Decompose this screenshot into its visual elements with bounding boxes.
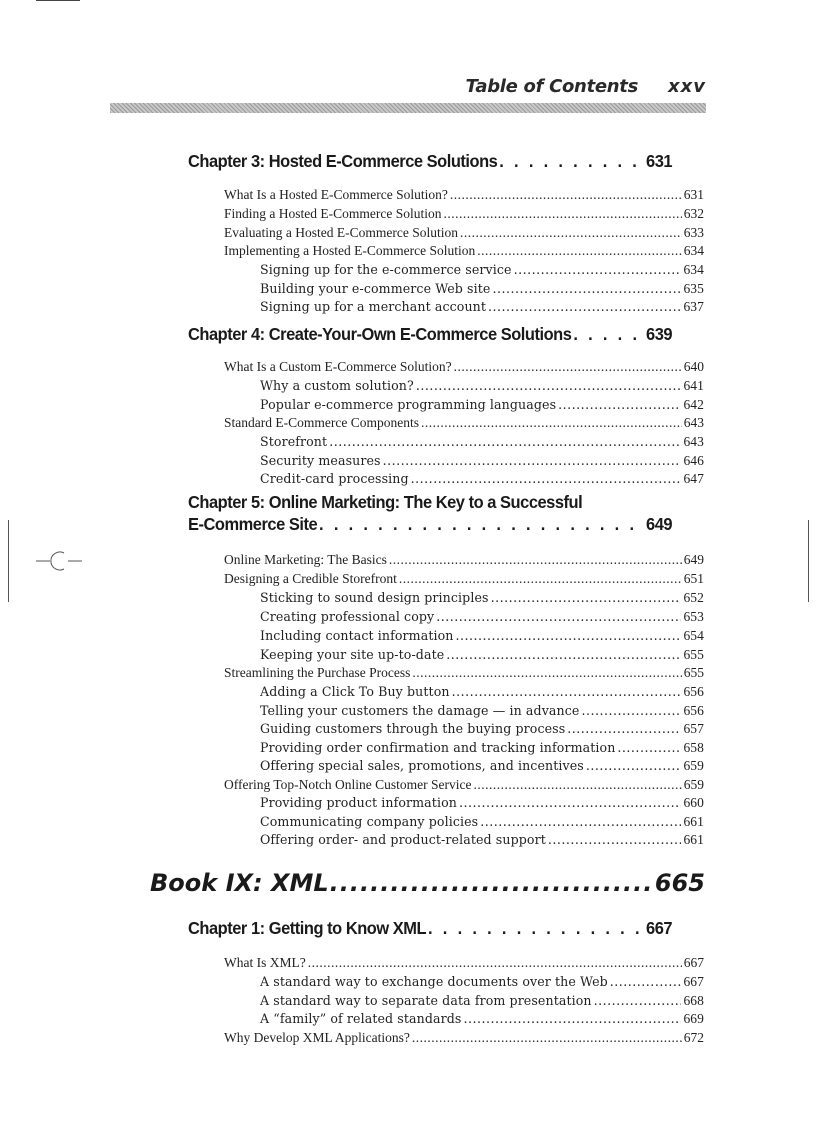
entry-title: Standard E-Commerce Components — [224, 415, 419, 430]
dot-leader — [463, 1010, 681, 1028]
dot-leader — [460, 224, 682, 242]
chapter-heading[interactable] — [188, 150, 672, 172]
entry-page-number: 633 — [683, 225, 704, 240]
entry-page-number: 632 — [683, 206, 704, 221]
toc-subsection-entry[interactable] — [260, 813, 704, 831]
toc-subsection-entry[interactable] — [260, 992, 704, 1010]
dot-leader — [383, 452, 682, 470]
dot-leader — [581, 702, 681, 720]
entry-page-number: 643 — [683, 415, 704, 430]
entry-page-number: 647 — [683, 471, 704, 486]
entry-title: Security measures — [260, 453, 381, 468]
book-page: 665 — [654, 869, 705, 897]
entry-page-number: 639 — [646, 324, 673, 344]
entry-page-number: 658 — [683, 740, 704, 755]
dot-leader — [421, 414, 682, 432]
entry-page-number: 649 — [646, 514, 673, 534]
toc-section-entry[interactable] — [224, 1029, 704, 1047]
entry-page-number: 661 — [683, 814, 704, 829]
dot-leader — [488, 298, 681, 316]
dot-leader — [573, 323, 644, 345]
entry-title: Popular e-commerce programming languages — [260, 397, 557, 412]
dot-leader — [459, 794, 681, 812]
toc-section-entry[interactable] — [224, 776, 704, 794]
entry-title: Chapter 4: Create-Your-Own E-Commerce Solutions — [188, 324, 572, 344]
entry-page-number: 653 — [683, 609, 704, 624]
dot-leader — [477, 242, 682, 260]
chapter-heading[interactable] — [188, 323, 672, 345]
dot-leader — [412, 1029, 682, 1047]
toc-subsection-entry[interactable] — [260, 433, 704, 451]
entry-title: Streamlining the Purchase Process — [224, 665, 411, 680]
dot-leader — [452, 683, 682, 701]
dot-leader — [446, 646, 681, 664]
entry-title: Guiding customers through the buying process — [260, 721, 566, 736]
book-heading[interactable] — [150, 868, 705, 898]
running-header — [110, 76, 706, 100]
toc-section-entry[interactable] — [224, 205, 704, 223]
entry-title: What Is XML? — [224, 955, 306, 970]
entry-title: Adding a Click To Buy button — [260, 684, 450, 699]
entry-title: Online Marketing: The Basics — [224, 552, 387, 567]
entry-page-number: 651 — [683, 571, 704, 586]
toc-section-entry[interactable] — [224, 570, 704, 588]
entry-title: Chapter 3: Hosted E-Commerce Solutions — [188, 151, 498, 171]
dot-leader — [411, 470, 682, 488]
entry-title: Credit-card processing — [260, 471, 409, 486]
entry-title: Building your e-commerce Web site — [260, 281, 491, 296]
dot-leader — [330, 868, 654, 898]
entry-page-number: 652 — [683, 590, 704, 605]
entry-page-number: 631 — [646, 151, 673, 171]
toc-subsection-entry[interactable] — [260, 683, 704, 701]
entry-page-number: 657 — [683, 721, 704, 736]
toc-subsection-entry[interactable] — [260, 589, 704, 607]
entry-page-number: 643 — [683, 434, 704, 449]
entry-page-number: 642 — [683, 397, 704, 412]
entry-page-number: 656 — [683, 703, 704, 718]
entry-page-number: 659 — [683, 758, 704, 773]
dot-leader — [389, 551, 682, 569]
toc-subsection-entry[interactable] — [260, 280, 704, 298]
entry-title: Why a custom solution? — [260, 378, 414, 393]
entry-title: A standard way to exchange documents over the Web — [260, 974, 608, 989]
entry-page-number: 637 — [683, 299, 704, 314]
entry-title: Evaluating a Hosted E-Commerce Solution — [224, 225, 458, 240]
dot-leader — [412, 664, 681, 682]
entry-page-number: 667 — [646, 918, 673, 938]
dot-leader — [428, 917, 644, 939]
entry-page-number: 659 — [683, 777, 704, 792]
toc-subsection-entry[interactable] — [260, 1010, 704, 1028]
dot-leader — [567, 720, 681, 738]
entry-page-number: 654 — [683, 628, 704, 643]
toc-section-entry[interactable] — [224, 414, 704, 432]
entry-title: Telling your customers the damage — in advance — [260, 703, 580, 718]
entry-title: A “family” of related standards — [260, 1011, 462, 1026]
entry-page-number: 649 — [683, 552, 704, 567]
toc-subsection-entry[interactable] — [260, 377, 704, 395]
margin-rule-left — [8, 520, 9, 602]
entry-title: Storefront — [260, 434, 328, 449]
toc-subsection-entry[interactable] — [260, 261, 704, 279]
dot-leader — [491, 589, 682, 607]
entry-page-number: 641 — [683, 378, 704, 393]
entry-title: Chapter 1: Getting to Know XML — [188, 918, 427, 938]
dot-leader — [480, 813, 681, 831]
chapter-heading[interactable] — [188, 917, 672, 939]
dot-leader — [456, 627, 682, 645]
entry-title: A standard way to separate data from presentation — [260, 993, 592, 1008]
entry-page-number: 661 — [683, 832, 704, 847]
entry-page-number: 640 — [683, 359, 704, 374]
entry-title: Why Develop XML Applications? — [224, 1030, 410, 1045]
dot-leader — [329, 433, 681, 451]
toc-subsection-entry[interactable] — [260, 739, 704, 757]
toc-subsection-entry[interactable] — [260, 794, 704, 812]
dot-leader — [436, 608, 681, 626]
entry-title: Signing up for the e-commerce service — [260, 262, 512, 277]
toc-section-entry[interactable] — [224, 664, 704, 682]
entry-page-number: 660 — [683, 795, 704, 810]
toc-subsection-entry[interactable] — [260, 627, 704, 645]
entry-page-number: 655 — [683, 647, 704, 662]
entry-page-number: 669 — [683, 1011, 704, 1026]
header-rule — [110, 103, 706, 113]
dot-leader — [450, 186, 682, 204]
toc-subsection-entry[interactable] — [260, 396, 704, 414]
toc-subsection-entry[interactable] — [260, 452, 704, 470]
dot-leader — [443, 205, 681, 223]
running-header-title: Table of Contents — [465, 76, 639, 97]
dot-leader — [586, 757, 682, 775]
dot-leader — [416, 377, 682, 395]
toc-subsection-entry[interactable] — [260, 608, 704, 626]
entry-title: Sticking to sound design principles — [260, 590, 489, 605]
entry-page-number: 631 — [683, 187, 704, 202]
entry-title: Offering order- and product-related support — [260, 832, 546, 847]
entry-page-number: 646 — [683, 453, 704, 468]
entry-title: Implementing a Hosted E-Commerce Solution — [224, 243, 476, 258]
toc-subsection-entry[interactable] — [260, 646, 704, 664]
toc-section-entry[interactable] — [224, 242, 704, 260]
entry-title: What Is a Hosted E-Commerce Solution? — [224, 187, 448, 202]
entry-title: Keeping your site up-to-date — [260, 647, 445, 662]
registration-mark-icon — [36, 546, 82, 576]
entry-title: Communicating company policies — [260, 814, 479, 829]
entry-title: Providing product information — [260, 795, 457, 810]
entry-title: Offering special sales, promotions, and incentives — [260, 758, 584, 773]
dot-leader — [474, 776, 682, 794]
entry-page-number: 667 — [683, 955, 704, 970]
entry-page-number: 667 — [683, 974, 704, 989]
margin-rule-right — [808, 520, 809, 602]
dot-leader — [454, 358, 682, 376]
crop-mark — [36, 0, 80, 1]
dot-leader — [514, 261, 682, 279]
toc-subsection-entry[interactable] — [260, 973, 704, 991]
toc-subsection-entry[interactable] — [260, 831, 704, 849]
entry-page-number: 656 — [683, 684, 704, 699]
page-number: xxv — [668, 76, 706, 97]
entry-page-number: 634 — [683, 243, 704, 258]
dot-leader — [399, 570, 682, 588]
toc-section-entry[interactable] — [224, 954, 704, 972]
entry-page-number: 634 — [683, 262, 704, 277]
entry-title: Finding a Hosted E-Commerce Solution — [224, 206, 442, 221]
toc-subsection-entry[interactable] — [260, 720, 704, 738]
entry-page-number: 672 — [683, 1030, 704, 1045]
toc-subsection-entry[interactable] — [260, 470, 704, 488]
dot-leader — [492, 280, 681, 298]
entry-title: E-Commerce Site — [188, 514, 318, 534]
book-title: Book IX: XML — [150, 869, 329, 897]
chapter-heading[interactable] — [188, 491, 672, 535]
dot-leader — [594, 992, 682, 1010]
toc-subsection-entry[interactable] — [260, 757, 704, 775]
entry-title: Including contact information — [260, 628, 454, 643]
entry-page-number: 635 — [683, 281, 704, 296]
entry-page-number: 668 — [683, 993, 704, 1008]
dot-leader — [499, 150, 644, 172]
toc-section-entry[interactable] — [224, 358, 704, 376]
entry-title: Offering Top-Notch Online Customer Service — [224, 777, 472, 792]
entry-page-number: 655 — [683, 665, 704, 680]
toc-subsection-entry[interactable] — [260, 702, 704, 720]
dot-leader — [610, 973, 682, 991]
toc-section-entry[interactable] — [224, 186, 704, 204]
chapter-title-line1: Chapter 5: Online Marketing: The Key to a Successful — [188, 492, 583, 512]
entry-title: What Is a Custom E-Commerce Solution? — [224, 359, 452, 374]
toc-section-entry[interactable] — [224, 224, 704, 242]
dot-leader — [558, 396, 681, 414]
toc-section-entry[interactable] — [224, 551, 704, 569]
toc-subsection-entry[interactable] — [260, 298, 704, 316]
entry-title: Signing up for a merchant account — [260, 299, 487, 314]
entry-title: Creating professional copy — [260, 609, 435, 624]
dot-leader — [548, 831, 682, 849]
dot-leader — [308, 954, 682, 972]
dot-leader — [617, 739, 681, 757]
dot-leader — [319, 513, 644, 535]
entry-title: Providing order confirmation and tracking information — [260, 740, 616, 755]
entry-title: Designing a Credible Storefront — [224, 571, 397, 586]
